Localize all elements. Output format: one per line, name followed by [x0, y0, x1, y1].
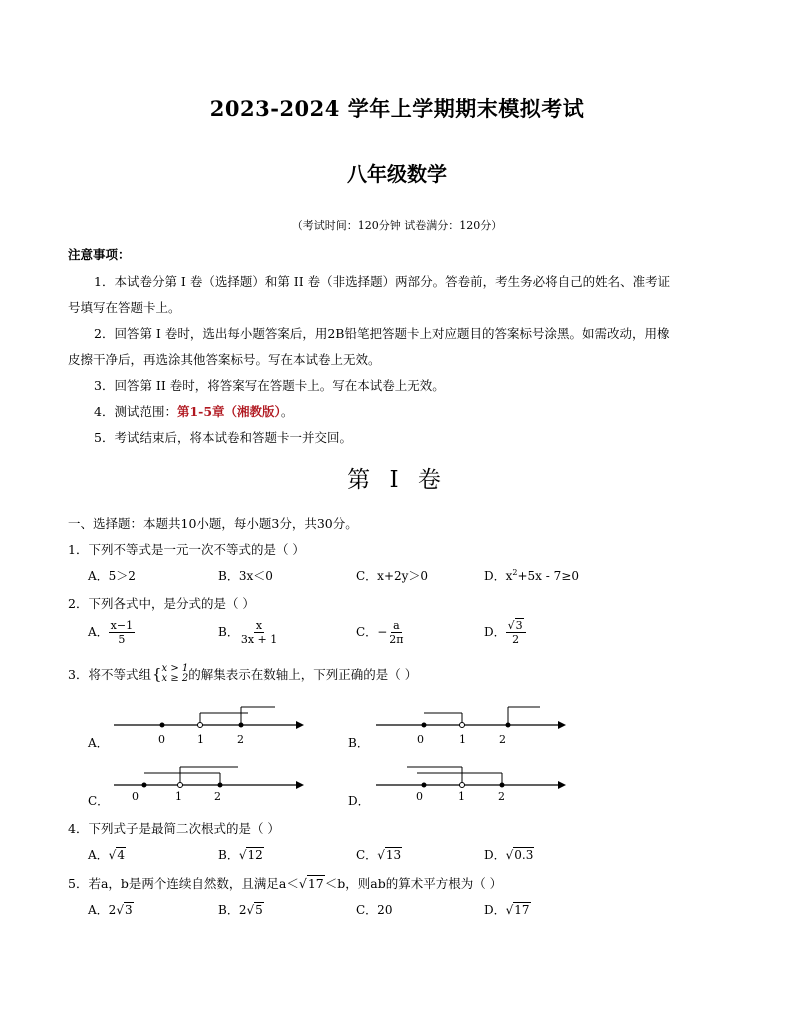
- q2-a-numerator: x−1: [110, 619, 134, 632]
- tick-label-0: 0: [158, 733, 165, 746]
- q2-b-denominator: 3x + 1: [240, 633, 278, 646]
- q5-d-label: D．: [484, 903, 506, 917]
- q2-d-denominator: 2: [512, 633, 520, 646]
- q3-option-a-label: A．: [88, 736, 109, 750]
- q2-b-label: B．: [218, 625, 239, 639]
- q2-d-label: D．: [484, 625, 506, 639]
- q4-b-radicand: 12: [247, 848, 263, 862]
- q4-option-d: D．√0.3: [484, 848, 534, 862]
- q1-option-b: B．3x＜0: [218, 569, 273, 583]
- question-4-stem: 4．下列式子是最简二次根式的是（ ）: [68, 821, 280, 836]
- inequality-system: [162, 664, 189, 684]
- q3-number-line-c: [110, 760, 310, 810]
- point-1-open: [460, 783, 465, 788]
- q4-b-label: B．: [218, 848, 239, 862]
- q2-c-label: C．: [356, 625, 378, 639]
- q4-c-label: C．: [356, 848, 378, 862]
- exam-title: 2023-2024 学年上学期期末模拟考试: [209, 96, 585, 121]
- q2-d-radicand: 3: [515, 619, 523, 632]
- tick-label-1: 1: [197, 733, 204, 746]
- point-1-open: [178, 783, 183, 788]
- q4-option-b: B．√12: [218, 848, 263, 862]
- tick-label-2: 2: [214, 790, 221, 803]
- notice-item-2-line-1: 2．回答第 I 卷时，选出每小题答案后，用2B铅笔把答题卡上对应题目的答案标号涂黑。如需改动，用橡: [94, 326, 670, 341]
- q1-option-c: C．x+2y＞0: [356, 569, 429, 583]
- tick-label-2: 2: [237, 733, 244, 746]
- point-2-closed: [218, 783, 223, 788]
- q1-d-prefix: D．x: [484, 569, 513, 583]
- tick-label-2: 2: [498, 790, 505, 803]
- tick-label-1: 1: [458, 790, 465, 803]
- q5-stem-prefix: 5．若a，b是两个连续自然数，且满足a＜: [68, 876, 299, 891]
- q5-option-a: A．2√3: [88, 903, 133, 917]
- notice-item-4: [94, 402, 293, 420]
- system-brace: {: [151, 665, 162, 683]
- point-0: [422, 723, 427, 728]
- notice-item-4-suffix: 。: [280, 404, 294, 419]
- q2-c-numerator: a: [393, 619, 400, 632]
- q2-option-d: [484, 619, 526, 646]
- q2-b-numerator: x: [255, 619, 263, 632]
- q3-option-c-label: C．: [88, 794, 110, 808]
- notice-item-3: 3．回答第 II 卷时，将答案写在答题卡上。写在本试卷上无效。: [94, 378, 445, 393]
- point-2-closed: [506, 723, 511, 728]
- question-5-stem: 5．若a，b是两个连续自然数，且满足a＜√17＜b，则ab的算术平方根为（ ）: [68, 876, 503, 891]
- point-0: [160, 723, 165, 728]
- q2-a-fraction: [109, 619, 135, 646]
- q1-option-d: [484, 567, 579, 584]
- point-0: [422, 783, 427, 788]
- q5-stem-suffix: ＜b，则ab的算术平方根为（ ）: [324, 876, 503, 891]
- q3-stem-suffix: 的解集表示在数轴上，下列正确的是（ ）: [188, 667, 418, 682]
- q5-a-label: A．2: [88, 903, 117, 917]
- q2-c-sign: −: [377, 625, 388, 639]
- q2-c-denominator: 2π: [389, 633, 404, 646]
- q5-option-d: D．√17: [484, 903, 530, 917]
- q3-option-d-label: D．: [348, 794, 370, 808]
- q4-d-label: D．: [484, 848, 506, 862]
- q2-b-fraction: [239, 619, 279, 646]
- q5-a-radicand: 3: [124, 903, 133, 917]
- axis-arrow: [558, 721, 566, 729]
- q2-a-denominator: 5: [118, 633, 126, 646]
- q2-option-b: [218, 619, 279, 646]
- point-2-closed: [239, 723, 244, 728]
- q5-option-b: B．2√5: [218, 903, 263, 917]
- q1-d-exponent: 2: [512, 568, 518, 577]
- tick-label-2: 2: [499, 733, 506, 746]
- notice-item-2-line-2: 皮擦干净后，再选涂其他答案标号。写在本试卷上无效。: [68, 352, 381, 367]
- tick-label-1: 1: [175, 790, 182, 803]
- point-1-open: [460, 723, 465, 728]
- q4-c-radicand: 13: [385, 848, 402, 862]
- q3-number-line-d: [372, 760, 572, 810]
- question-1-stem: 1．下列不等式是一元一次不等式的是（ ）: [68, 542, 305, 557]
- q2-option-a: [88, 619, 135, 646]
- section-heading: 一、选择题：本题共10小题，每小题3分，共30分。: [68, 516, 358, 531]
- question-2-stem: 2．下列各式中，是分式的是（ ）: [68, 596, 255, 611]
- notice-item-5: 5．考试结束后，将本试卷和答题卡一并交回。: [94, 430, 352, 445]
- q2-d-fraction: [506, 619, 526, 646]
- tick-label-0: 0: [416, 790, 423, 803]
- q4-d-radicand: 0.3: [514, 848, 534, 862]
- q5-b-radicand: 5: [255, 903, 263, 917]
- q4-a-label: A．: [88, 848, 109, 862]
- q2-c-fraction: [387, 619, 405, 646]
- system-line-1: x > 1: [161, 663, 189, 674]
- test-range: 第1-5章（湘教版）: [176, 404, 281, 419]
- question-3-stem: [68, 664, 417, 684]
- notice-item-4-prefix: 4．测试范围：: [94, 404, 177, 419]
- axis-arrow: [558, 781, 566, 789]
- notice-item-1-line-2: 号填写在答题卡上。: [68, 300, 181, 315]
- point-0: [142, 783, 147, 788]
- system-line-2: x ≥ 2: [161, 673, 189, 684]
- axis-arrow: [296, 721, 304, 729]
- tick-label-0: 0: [417, 733, 424, 746]
- q3-stem-prefix: 3．将不等式组: [68, 667, 151, 682]
- point-2-closed: [500, 783, 505, 788]
- q4-a-radicand: 4: [117, 848, 125, 862]
- exam-subtitle: 八年级数学: [347, 162, 447, 186]
- q2-d-numerator: √3: [506, 619, 526, 633]
- q5-stem-radicand: 17: [307, 876, 324, 891]
- q5-d-radicand: 17: [514, 903, 530, 917]
- volume-label: 第 I 卷: [347, 467, 447, 493]
- q2-option-c: [356, 619, 405, 646]
- axis-arrow: [296, 781, 304, 789]
- q1-option-a: A．5＞2: [88, 569, 136, 583]
- exam-meta: （考试时间：120分钟 试卷满分：120分）: [291, 219, 503, 232]
- notice-item-1-line-1: 1．本试卷分第 I 卷（选择题）和第 II 卷（非选择题）两部分。答卷前，考生务必将自己的姓名、准考证: [94, 274, 671, 289]
- point-1-open: [198, 723, 203, 728]
- q5-option-c: C．20: [356, 903, 393, 917]
- tick-label-1: 1: [459, 733, 466, 746]
- q4-option-c: C．√13: [356, 848, 402, 862]
- q1-d-suffix: +5x - 7≥0: [517, 569, 579, 583]
- q3-number-line-a: [110, 700, 310, 750]
- q3-option-b-label: B．: [348, 736, 369, 750]
- q4-option-a: A．√4: [88, 848, 125, 862]
- q2-a-label: A．: [88, 625, 109, 639]
- tick-label-0: 0: [132, 790, 139, 803]
- q5-b-label: B．2: [218, 903, 247, 917]
- notice-heading: 注意事项：: [68, 247, 131, 262]
- q3-number-line-b: [372, 700, 572, 750]
